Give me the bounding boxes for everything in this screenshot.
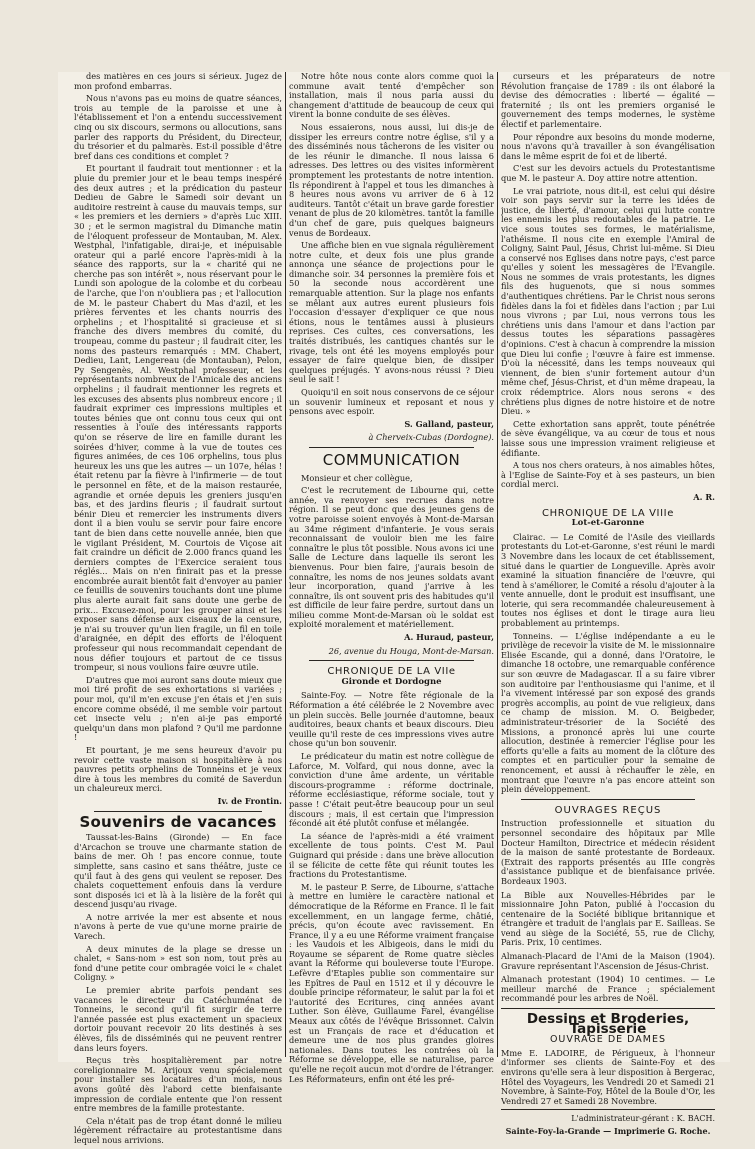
paragraph: C'est le recrutement de Libourne qui, cette année, va renvoyer ses recrues dans notre région. Il se peut donc que des jeunes gens de votre paroisse soient envoyés à Mont-de-Marsan au 34me régiment d'infanterie. Je vous serais reconnaissant de vouloir bien me les faire connaître le plus tôt possible. Nous avons ici une Salle de Lecture dans laquelle ils seront les bienvenus. Pour bien faire, j'aurais besoin de connaître, les noms de nos jeunes soldats avant leur incorporation, quand j'arrive à les connaître, ils ont souvent pris des habitudes qu'il est difficile de leur faire perdre, surtout dans un milieu comme Mont-de-Marsan où le soldat est exploité moralement et matériellement.	[289, 485, 494, 630]
signature: S. Galland, pasteur,	[404, 418, 494, 429]
paragraph: Nous n'avons pas eu moins de quatre séances, trois au temple de la paroisse et une à l'établissement et l'on a entendu successivement cinq ou six discours, sermons ou allocutions, sans parler des rapports du Président, du Directeur, du trésorier et du palmarès. Est-il possible d'être bref dans ces conditions et complet ?	[74, 93, 282, 161]
administrator-line: L'administrateur-gérant : K. BACH.	[571, 1114, 715, 1124]
section-subtitle: Gironde et Dordogne	[341, 676, 442, 687]
column-rule	[285, 72, 286, 1057]
article-title: Souvenirs de vacances	[79, 812, 277, 831]
paragraph: Le prédicateur du matin est notre collègue de Laforce, M. Volfard, qui nous donne, avec la conviction d'une âme ardente, un véritable discours-programme : réforme doctrinale, réforme ecclésiastique, réforme sociale, tout y passe ! C'était peut-être beaucoup pour un seul discours ; mais, il est certain que l'impression fécondé ait été plutôt confuse et mélangée.	[289, 751, 494, 829]
signature: A. R.	[693, 491, 715, 502]
column-3	[501, 72, 715, 1140]
book-listing: La Bible aux Nouvelles-Hébrides par le missionnaire John Paton, publié à l'occasion du centenaire de la Société biblique britannique et étrangère et traduit de l'anglais par E. Sailleas. Se vend au siège de la Société, 55, rue de Clichy, Paris. Prix, 10 centimes.	[501, 889, 715, 948]
paragraph: Une affiche bien en vue signala régulièrement notre culte, et deux fois une plus grande annonça une séance de projections pour le dimanche soir. 34 personnes la première fois et 50 la seconde nous accordèrent une remarquable attention. Sur la plage nos enfants se mêlant aux autres eurent plusieurs fois l'occasion d'essayer d'expliquer ce que nous étions, nous le tentâmes aussi à plusieurs reprises. Ces cultes, ces conversations, les traités distribués, les cantiques chantés sur le rivage, tels ont été les moyens employés pour essayer de faire quelque bien, de dissiper quelques préjugés. Y avons-nous réussi ? Dieu seul le sait !	[289, 240, 494, 385]
paragraph: Pour répondre aux besoins du monde moderne, nous n'avons qu'à travailler à son évangélisation dans le même esprit de foi et de liberté.	[501, 131, 715, 161]
paragraph: Taussat-les-Bains (Gironde) — En face d'Arcachon se trouve une charmante station de bains de mer. Oh ! pas encore connue, toute simplette, sans casino et sans théâtre, juste ce qu'il faut à des gens qui veulent se reposer. Des chalets coquettement enfouis dans la verdure sont disposés ici et là à la lisière de la forêt qui descend jusqu'au rivage.	[74, 832, 282, 910]
paragraph: Et pourtant, je me sens heureux d'avoir pu revoir cette vaste maison si hospitalière à nos pauvres petits orphelins de Tonneins et je veux dire à tous les membres du comité de Saverdun un chaleureux merci.	[74, 744, 282, 794]
paragraph: des matières en ces jours si sérieux. Jugez de mon profond embarras.	[74, 72, 282, 91]
paragraph: Nous essaierons, nous aussi, lui dis-je de dissiper les erreurs contre notre église, s'il y a des disséminés nous tâcherons de les visiter ou de les réunir le dimanche. Il nous laissa 6 adresses. Des lettres ou des visites informèrent promptement les protestants de notre intention. Ils répondirent à l'appel et tous les dimanches à 8 heures nous avons vu arriver de 6 à 12 auditeurs. Tantôt c'était un brave garde forestier venant de plus de 20 kilomètres. tantôt la famille d'un chef de gare, puis quelques baigneurs venus de Bordeaux.	[289, 121, 494, 238]
divider	[521, 799, 695, 800]
book-listing: Instruction professionnelle et situation du personnel secondaire des hôpitaux par Mlle Docteur Hamilton, Directrice et médecin résident de la maison de santé protestante de Bordeaux. (Extrait des rapports présentés au IIIe congrès d'assistance publique et de bienfaisance privée. Bordeaux 1903.	[501, 818, 715, 886]
signature: A. Huraud, pasteur,	[404, 632, 494, 643]
paragraph: A notre arrivée la mer est absente et nous n'avons à perte de vue qu'une morne prairie de Varech.	[74, 911, 282, 942]
advert-subtitle: OUVRAGE DE DAMES	[549, 1034, 667, 1046]
paragraph: A tous nos chers orateurs, à nos aimables hôtes, à l'Eglise de Sainte-Foy et à ses pasteurs, un bien cordial merci.	[501, 460, 715, 490]
signature-place: à Cherveix-Cubas (Dordogne).	[368, 432, 494, 443]
column-rule	[497, 72, 498, 1057]
signature: Iv. de Frontin.	[217, 795, 282, 806]
article-title: COMMUNICATION	[322, 450, 461, 469]
paragraph: D'autres que moi auront sans doute mieux que moi tiré profit de ses exhortations si variées ; pour moi, qu'il m'en excuse j'en étais et j'en suis encore comme obsédé, il me semble voir partout cet insecte velu ; n'en ai-je pas emporté quelqu'un dans mon plafond ? Qu'il me pardonne !	[74, 674, 282, 743]
paragraph: A deux minutes de la plage se dresse un chalet, « Sans-nom » est son nom, tout près au fond d'une petite cour ombragée voici le « chalet Coligny. »	[74, 943, 282, 983]
paragraph: Et pourtant il faudrait tout mentionner : et la pluie du premier jour et le beau temps inespéré des deux autres ; et la prédication du pasteur Dedieu de Gabre le Samedi soir devant un auditoire restreint à cause du mauvais temps, sur « les premiers et les derniers » d'après Luc XIII. 30 ; et le sermon magistral du Dimanche matin de l'éloquent professeur de Montauban, M. Alex. Westphal, l'infatigable, dirai-je, et inépuisable orateur qui a parlé encore l'après-midi à la séance des rapports, sur la « charité qui ne cherche pas son intérêt », nous réservant pour le Lundi son apologue de la colombe et du corbeau de l'arche, que l'on n'oubliera pas ; et l'allocution de M. le pasteur Chabert du Mas d'azil, et les prières ferventes et les chants nourris des orphelins ; et l'hospitalité si gracieuse et si franche des divers membres du comité, du troupeau, comme du pasteur ; il faudrait citer, les noms des pasteurs remarqués : MM. Chabert, Dedieu, Lant, Lengereau (de Montauban), Pelon, Py Sengenès, Al. Westphal professeur, et les représentants nombreux de l'Amicale des anciens orphelins ; il faudrait mentionner les regrets et les excuses des absents plus nombreux encore ; il faudrait exprimer ces impressions multiples et toutes bénies que ont connu tous ceux qui ont ressenties à l'ouïe des intéressants rapports qu'on se réserve de lire en famille durant les soirées d'hiver, comme à la vue de toutes ces figures animées, de ces 106 orphelins, tous plus heureux les uns que les autres — un 107e, hélas ! était retenu par la fièvre à l'infirmerie — de tout le personnel en fête, et de la maison restaurée, agrandie et ornée depuis les greniers jusqu'en bas, et des jardins fleuris ; il faudrait surtout bénir Dieu et remercier les instruments divers dont il a bien voulu se servir pour faire encore tant de bien dans cette nouvelle année, bien que le vigilant Président, M. Courtois de Viçose ait fait craindre un déficit de 2.000 francs quand les derniers comptes de l'Exercice seraient tous réglés... Mais on n'en finirait pas et la presse encombrée aurait bientôt fait d'envoyer au panier ce feuillis de souvenirs touchants dont une plume plus alerte aurait fait sans doute une gerbe de prix... Excusez-moi, pour les grouper ainsi et les exposer sans défense aux ciseaux de la censure, je n'ai su trouver qu'un lien fragile, un fil en toile d'araignée, en dépit des efforts de l'éloquent professeur qui nous recommandait cependant de nous défier toujours et partout de ce tissus trompeur, si nous voulions faire œuvre utile.	[74, 163, 282, 673]
divider	[501, 1109, 715, 1110]
divider	[501, 1008, 715, 1009]
paragraph: Notre hôte nous conte alors comme quoi la commune avait tenté d'empêcher son installation, mais il nous paria aussi du changement d'attitude de beaucoup de ceux qui virent la bonne conduite de ses élèves.	[289, 72, 494, 120]
paragraph: Le vrai patriote, nous dit-il, est celui qui désire voir son pays servir sur la terre les idées de justice, de liberté, d'amour, celui qui lutte contre les ennemis les plus redoutables de la patrie. Le vice sous toutes ses formes, le matérialisme, l'athéisme. Il nous cite en exemple l'Amiral de Coligny, Saint Paul, Jésus, Christ lui-même. Si Dieu a conservé nos Eglises dans notre pays, c'est parce qu'elles y soient les messagères de l'Evangile. Nous ne sommes de vrais protestants, les dignes fils des huguenots, que si nous sommes d'authentiques chrétiens. Par le Christ nous serons fidèles dans la foi et fidèles dans l'action ; par Lui nous vivrons ; par Lui, nous verrons tous les chrétiens unis dans l'amour et dans l'action par dessus toutes les séparations passagères d'opinions. C'est à chacun à comprendre la mission que Dieu lui confie ; l'œuvre à faire est immense. D'où la nécessité, dans les temps nouveaux qui viennent, de bien s'unir fortement autour d'un même chef, Jésus-Christ, et d'un même drapeau, la croix rédemptrice. Alors nous serons « des chrétiens plus dignes de notre histoire et de notre Dieu. »	[501, 185, 715, 417]
paragraph: Reçus très hospitalièrement par notre coreligionnaire M. Arijoux venu spécialement pour installer ses locataires d'un mois, nous avons goûté dès l'abord cette bienfaisante impression de cordiale entente que l'on ressent entre membres de la famille protestante.	[74, 1055, 282, 1114]
column-1	[74, 72, 282, 1149]
paragraph: M. le pasteur P. Serre, de Libourne, s'attache à mettre en lumière le caractère national et démocratique de la Réforme en France. Il le fait excellemment, en un langage ferme, châtié, précis, qu'on écoute avec ravissement. En France, il y a eu une Réforme vraiment française : les Vaudois et les Albigeois, dans le midi du Royaume se séparent de Rome quatre siècles avant la Réforme qui bouleverse toute l'Europe. Lefèvre d'Etaples publie son commentaire sur les Epîtres de Paul en 1512 et il y découvre le double principe réformateur, le salut par la foi et l'autorité des Ecritures, cinq années avant Luther. Son élève, Guillaume Farel, évangélise Meaux aux côtés de l'évêque Brissonnet. Calvin est un Français de race et d'éducation et demeure une de nos plus grandes gloires nationales. Dans toutes les contrées où la Réforme se développe, elle se naturalise, parce qu'elle ne reçoit aucun mot d'ordre de l'étranger. Les Réformateurs, enfin ont été les pré-	[289, 881, 494, 1084]
section-title: CHRONIQUE DE LA VIIe	[327, 666, 456, 678]
signature-address: 26, avenue du Houga, Mont-de-Marsan.	[328, 645, 494, 656]
advert-title: Dessins et Broderies, Tapisserie	[526, 1011, 690, 1037]
book-listing: Almanach-Placard de l'Ami de la Maison (1904). Gravure représentant l'Ascension de Jésus-Christ.	[501, 951, 715, 971]
newspaper-page	[58, 72, 730, 1145]
paragraph: C'est sur les devoirs actuels du Protestantisme que M. le pasteur A. Doy attire notre attention.	[501, 163, 715, 183]
divider	[309, 447, 474, 448]
paragraph: Monsieur et cher collègue,	[301, 472, 413, 483]
divider	[309, 660, 474, 661]
paragraph: Quoiqu'il en soit nous conservons de ce séjour un souvenir lumineux et reposant et nous y pensons avec espoir.	[289, 387, 494, 417]
printer-line: Sainte-Foy-la-Grande — Imprimerie G. Roche.	[505, 1125, 711, 1136]
advert-text: Mme E. LADOIRE, de Périgueux, à l'honneur d'informer ses clients de Sainte-Foy et des environs qu'elle sera à leur disposition à Bergerac, Hôtel des Voyageurs, les Vendredi 20 et Samedi 21 Novembre, à Sainte-Foy, Hôtel de la Boule d'Or, les Vendredi 27 et Samedi 28 Novembre.	[501, 1047, 715, 1106]
section-title: OUVRAGES REÇUS	[554, 804, 662, 816]
paragraph: Le premier abrite parfois pendant ses vacances le directeur du Catéchuménat de Tonneins, le second qu'il fit surgir de terre l'année passée est plus exactement un spacieux dortoir pouvant recevoir 20 lits destinés à ses élèves, fils de disséminés qui ne peuvent rentrer dans leurs foyers.	[74, 985, 282, 1053]
paragraph: Cela n'était pas de trop étant donné le milieu légèrement réfractaire au protestantisme dans lequel nous arrivions.	[74, 1115, 282, 1145]
paragraph: La séance de l'après-midi a été vraiment excellente de tous points. C'est M. Paul Guignard qui préside : dans une brève allocution il se félicite de cette fête qui réunit toutes les fractions du Protestantisme.	[289, 830, 494, 880]
section-subtitle: Lot-et-Garonne	[571, 518, 645, 529]
paragraph: Clairac. — Le Comité de l'Asile des vieillards protestants du Lot-et-Garonne, s'est réuni le mardi 3 Novembre dans les locaux de cet établissement, situé dans le quartier de Longueville. Après avoir examiné la situation financière de l'œuvre, qui tend à s'améliorer, le Comité a résolu d'ajouter à la vente annuelle, dont le produit est insuffisant, une loterie, qui sera recommandée chaleureusement à toutes nos églises et dont le tirage aura lieu probablement au printemps.	[501, 531, 715, 629]
paragraph: curseurs et les préparateurs de notre Révolution française de 1789 : ils ont élaboré la devise des démocraties : liberté — égalité — fraternité ; ils ont les premiers organisé le gouvernement des temps modernes, le système électif et parlementaire.	[501, 72, 715, 129]
paragraph: Cette exhortation sans apprêt, toute pénétrée de sève évangélique, va au cœur de tous et nous laisse sous une impression vraiment religieuse et édifiante.	[501, 418, 715, 458]
book-listing: Almanach protestant (1904) 10 centimes. — Le meilleur marché de France ; spécialement recommandé pour les arbres de Noël.	[501, 974, 715, 1004]
divider	[94, 811, 262, 812]
paragraph: Sainte-Foy. — Notre fête régionale de la Réformation a été célébrée le 2 Novembre avec un plein succès. Belle journée d'automne, beaux auditoires, beaux chants et beaux discours. Dieu veuille qu'il reste de ces impressions vives autre chose qu'un bon souvenir.	[289, 690, 494, 749]
column-2	[289, 72, 494, 1087]
section-title: CHRONIQUE DE LA VIIIe	[542, 507, 674, 519]
paragraph: Tonneins. — L'église indépendante a eu le privilège de recevoir la visite de M. le missionnaire Elisée Escande, qui a donné, dans l'Oratoire, le dimanche 18 octobre, une remarquable conférence sur son œuvre de Madagascar. Il a su faire vibrer son auditoire par l'enthousiasme qui l'anime, et il l'a vivement intéressé par son exposé des grands progrès accomplis, au point de vue religieux, dans ce champ de mission. M. O. Beigbeder, administrateur-trésorier de la Société des Missions, a prononcé après lui une courte allocution, destinée à remercier l'église pour les efforts qu'elle a faits au moment de la clôture des comptes et en particulier pour la semaine de renoncement, et aussi à réchauffer le zèle, en montrant que l'œuvre n'a pas encore atteint son plein développement.	[501, 630, 715, 795]
